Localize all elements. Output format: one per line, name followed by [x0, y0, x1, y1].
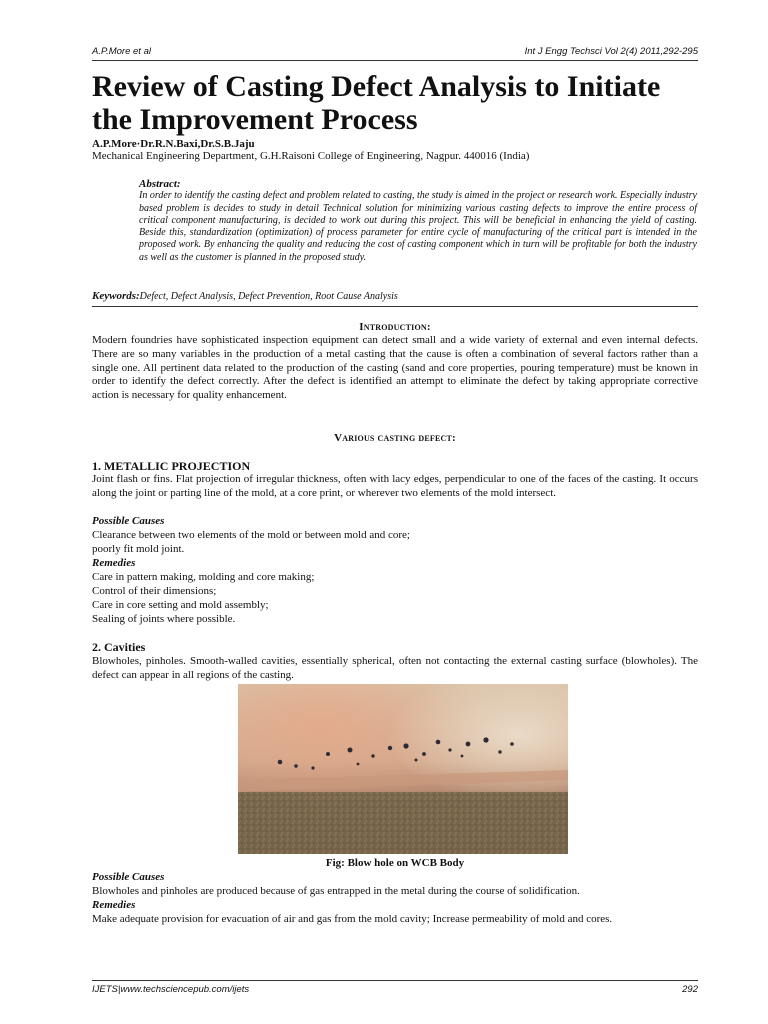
metallic-causes-label: Possible Causes: [92, 515, 165, 527]
paper-title: Review of Casting Defect Analysis to Initiate the Improvement Process: [92, 70, 661, 136]
various-defects-heading: Various casting defect:: [334, 432, 456, 444]
metallic-remedies-label: Remedies: [92, 557, 136, 569]
cavities-causes-text: Blowholes and pinholes are produced because of gas entrapped in the metal during the course of solidification.: [92, 885, 580, 897]
abstract: [139, 178, 697, 264]
cavities-text: Blowholes, pinholes. Smooth-walled cavities, essentially spherical, often not contacting the external casting surface (blowholes). The defect can appear in all regions of the casting.: [92, 655, 698, 681]
page-number: 292: [682, 984, 698, 995]
blow-hole-photo-graphic: [238, 684, 568, 854]
section-divider: [92, 306, 698, 307]
page-footer: [92, 980, 698, 995]
cavities-causes-label: Possible Causes: [92, 871, 165, 883]
cavities-remedies-label: Remedies: [92, 899, 136, 911]
blow-hole-photo: [238, 684, 568, 854]
metallic-remedy-item: Control of their dimensions;: [92, 585, 217, 597]
author-list: A.P.More·Dr.R.N.Baxi,Dr.S.B.Jaju: [92, 138, 255, 150]
affiliation: Mechanical Engineering Department, G.H.Raisoni College of Engineering, Nagpur. 440016 (India): [92, 150, 530, 162]
metallic-projection-heading: 1. METALLIC PROJECTION: [92, 459, 251, 473]
metallic-remedy-item: Sealing of joints where possible.: [92, 613, 236, 625]
metallic-cause-item: poorly fit mold joint.: [92, 543, 185, 555]
figure-caption: Fig: Blow hole on WCB Body: [325, 857, 465, 869]
running-header: [92, 46, 698, 61]
keywords: [92, 290, 398, 302]
metallic-remedy-item: Care in core setting and mold assembly;: [92, 599, 269, 611]
header-journal: Int J Engg Techsci Vol 2(4) 2011,292-295: [524, 46, 698, 57]
abstract-label: Abstract:: [139, 178, 181, 190]
metallic-remedy-item: Care in pattern making, molding and core making;: [92, 571, 315, 583]
header-authors: A.P.More et al: [92, 46, 151, 57]
introduction-text: Modern foundries have sophisticated inspection equipment can detect small and a wide variety of external and even internal defects. There are so many variables in the production of a metal casting that the cause is often a combination of several factors rather than a single one. All pertinent data related to the production of the casting (sand and core properties, pouring temperature) must be known in order to identify the defect correctly. After the defect is identified an attempt to eliminate the defect by taking appropriate corrective action is necessary for quality enhancement.: [92, 334, 698, 402]
paper-page: [92, 0, 698, 1024]
metallic-projection-text: Joint flash or fins. Flat projection of irregular thickness, often with lacy edges, perpendicular to one of the faces of the casting. It occurs along the joint or parting line of the mold, at a core print, or wherever two elements of the mold intersect.: [92, 473, 698, 499]
keywords-text: Defect, Defect Analysis, Defect Prevention, Root Cause Analysis: [139, 291, 398, 302]
cavities-remedies-text: Make adequate provision for evacuation of air and gas from the mold cavity; Increase permeability of mold and cores.: [92, 913, 613, 925]
abstract-text: In order to identify the casting defect and problem related to casting, the study is aimed in the project or research work. Especially industry based problem is decides to study in detail Technical solution for minimizing various casting defects to improve the entire process of critical component manufacturing, is decided to work out during this project. This will be beneficial in enhancing the yield of casting. Beside this, standardization (optimization) of process parameter for entire cycle of manufacturing of the critical part is intended in the proposed work. By enhancing the quality and reducing the cost of casting component which in turn will be profitable for both the industry as well as the customer is planned in the proposed study.: [139, 190, 697, 263]
keywords-label: Keywords:: [92, 290, 140, 302]
footer-journal-url: IJETS|www.techsciencepub.com/ijets: [92, 984, 250, 995]
introduction-heading: Introduction:: [359, 321, 431, 333]
metallic-cause-item: Clearance between two elements of the mold or between mold and core;: [92, 529, 410, 541]
cavities-heading: 2. Cavities: [92, 640, 146, 654]
